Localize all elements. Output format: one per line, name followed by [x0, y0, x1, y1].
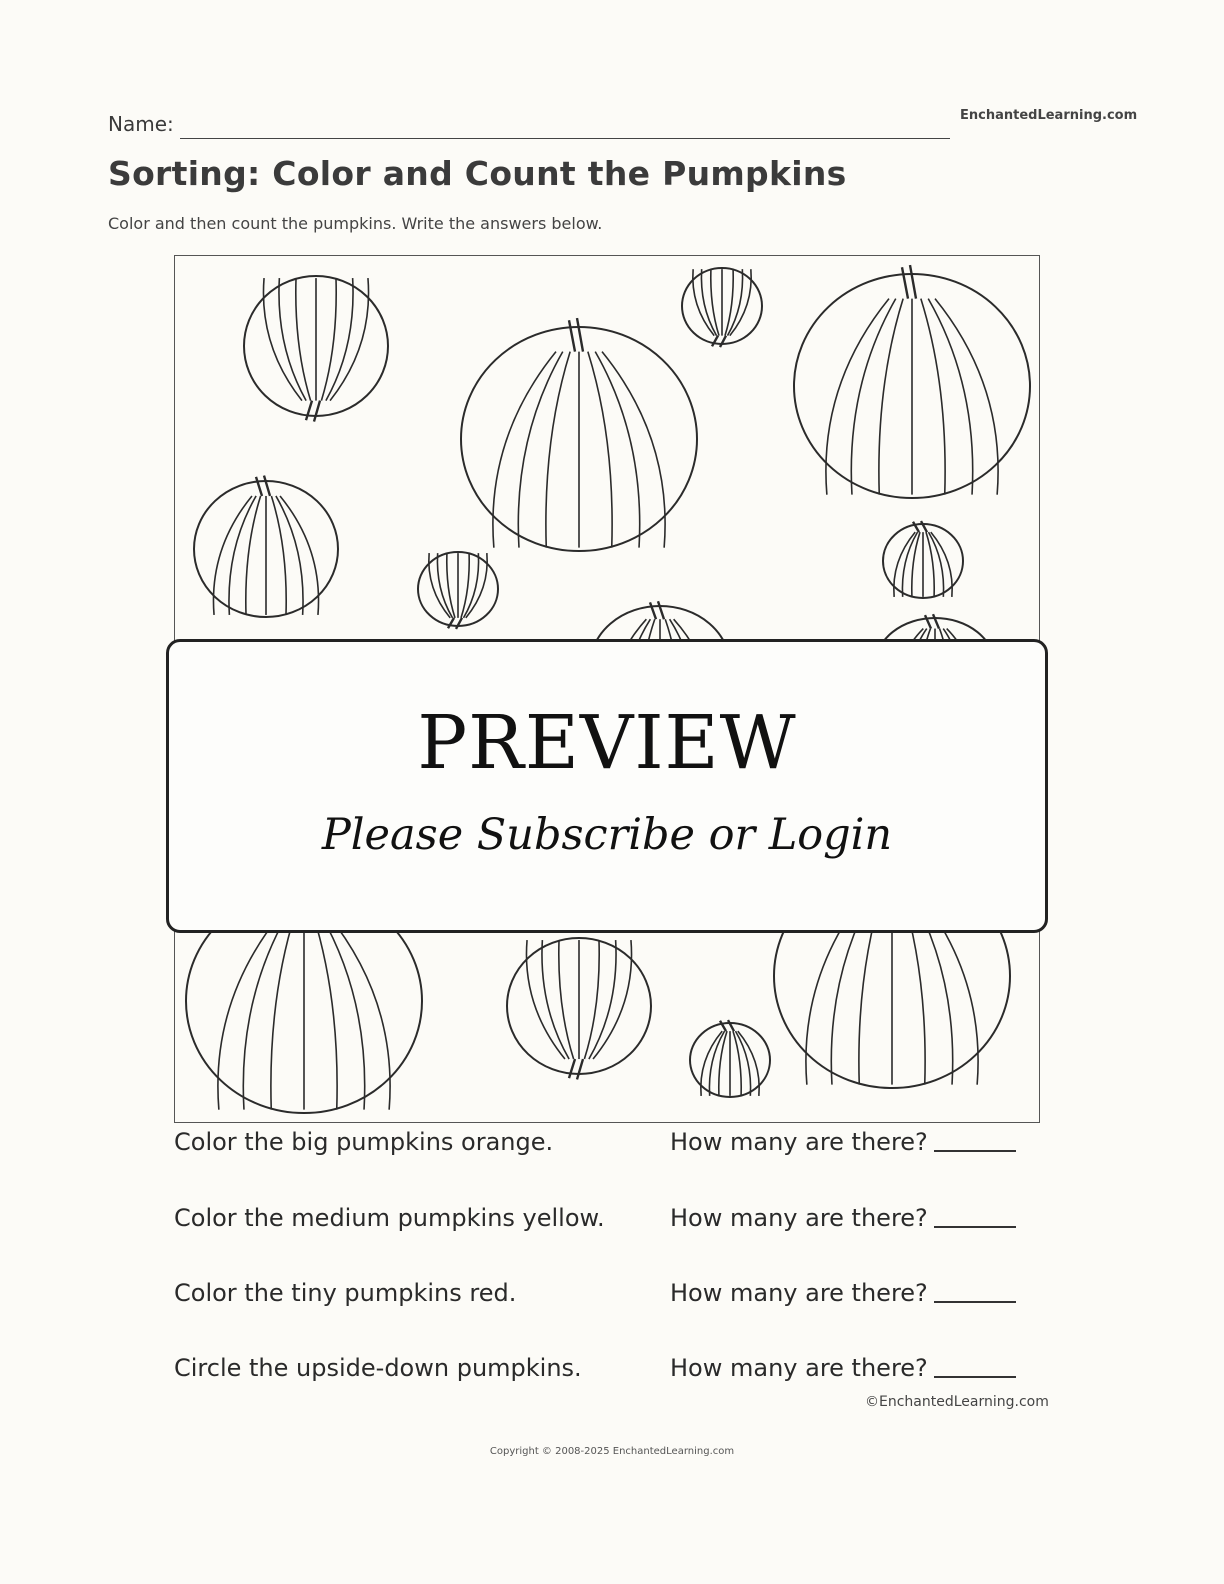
question-3-instruction: Color the tiny pumpkins red. — [174, 1279, 517, 1307]
subscribe-login-text[interactable]: Please Subscribe or Login — [321, 810, 893, 860]
image-credit: ©EnchantedLearning.com — [865, 1394, 1049, 1410]
pumpkin-drawing — [794, 265, 1030, 498]
pumpkin-drawing — [244, 276, 388, 422]
question-1-instruction: Color the big pumpkins orange. — [174, 1128, 554, 1156]
instructions: Color and then count the pumpkins. Write the answers below. — [108, 214, 603, 233]
copyright: Copyright © 2008-2025 EnchantedLearning.com — [489, 1446, 735, 1457]
answer-blank-1[interactable] — [934, 1150, 1016, 1152]
site-name: EnchantedLearning.com — [960, 108, 1138, 123]
question-1-ask-text: How many are there? — [670, 1128, 928, 1156]
pumpkin-drawing — [507, 938, 651, 1079]
question-3-ask — [670, 1279, 1016, 1307]
preview-overlay[interactable] — [166, 639, 1048, 933]
pumpkin-drawing — [690, 1020, 770, 1097]
page-title: Sorting: Color and Count the Pumpkins — [108, 154, 847, 193]
name-field-line[interactable] — [180, 138, 950, 139]
question-4-ask — [670, 1354, 1016, 1382]
pumpkin-drawing — [682, 268, 762, 347]
question-3-ask-text: How many are there? — [670, 1279, 928, 1307]
pumpkin-drawing — [194, 476, 338, 617]
answer-blank-4[interactable] — [934, 1376, 1016, 1378]
pumpkin-drawing — [883, 521, 963, 598]
answer-blank-3[interactable] — [934, 1301, 1016, 1303]
question-4-ask-text: How many are there? — [670, 1354, 928, 1382]
answer-blank-2[interactable] — [934, 1226, 1016, 1228]
pumpkin-drawing — [418, 552, 498, 629]
question-4-instruction: Circle the upside-down pumpkins. — [174, 1354, 582, 1382]
name-label: Name: — [108, 112, 174, 136]
pumpkin-drawing — [461, 318, 697, 551]
question-2-ask-text: How many are there? — [670, 1204, 928, 1232]
question-2-ask — [670, 1204, 1016, 1232]
question-2-instruction: Color the medium pumpkins yellow. — [174, 1204, 605, 1232]
question-1-ask — [670, 1128, 1016, 1156]
preview-title: PREVIEW — [417, 700, 797, 786]
